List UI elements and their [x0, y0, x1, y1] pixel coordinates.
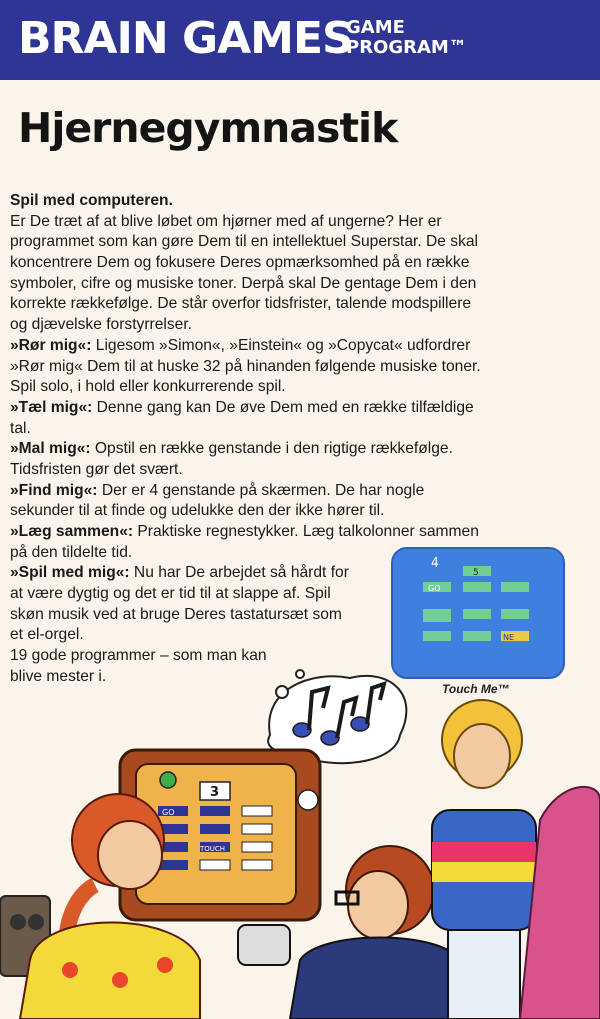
body-line-text: Er De træt af at blive løbet om hjørner med af ungerne? Her er	[10, 212, 442, 230]
screen-top-label: 5	[473, 568, 479, 578]
body-line-text: programmet som kan gøre Dem til en intellektuel Superstar. De skal	[10, 233, 479, 251]
console-touch-label: TOUCH	[200, 845, 226, 853]
body-line	[10, 315, 538, 336]
body-line-text: Denne gang kan De øve Dem med en række tilfældige	[92, 398, 474, 416]
game-name-label: »Mal mig«:	[10, 440, 91, 458]
console-number: 3	[210, 785, 220, 800]
screen-cell	[423, 617, 451, 622]
console-go-label: GO	[162, 808, 175, 817]
body-line-text: og djævelske forstyrrelser.	[10, 316, 192, 334]
body-line-text: skøn musik ved at bruge Deres tastatursæt som	[10, 605, 342, 623]
body-line-text: korrekte rækkefølge. De står overfor tidsfrister, talende modspillere	[10, 295, 472, 313]
body-line	[10, 419, 538, 440]
page-heading: Hjernegymnastik	[18, 104, 398, 152]
body-line	[10, 357, 538, 378]
body-line	[10, 232, 538, 253]
brand-subtitle-line2: PROGRAM™	[346, 37, 467, 58]
body-line-text: Der er 4 genstande på skærmen. De har nogle	[97, 481, 425, 499]
game-name-label: »Læg sammen«:	[10, 523, 134, 540]
body-line-text: Opstil en række genstande i den rigtige rækkefølge.	[90, 440, 453, 458]
header-bar	[0, 0, 600, 80]
body-line-text: Spil solo, i hold eller konkurrerende spil.	[10, 378, 286, 396]
body-line-text: Nu har De arbejdet så hårdt for	[129, 564, 349, 582]
screen-cell	[423, 631, 451, 641]
body-line-text: symboler, cifre og musiske toner. Derpå skal De gentage Dem i den	[10, 274, 477, 292]
screen-cell	[501, 609, 529, 619]
body-line	[10, 460, 538, 481]
body-line-text: på den tildelte tid.	[10, 543, 133, 561]
body-line-text: tal.	[10, 419, 31, 437]
game-name-label: »Spil med mig«:	[10, 564, 130, 582]
body-line	[10, 439, 538, 460]
screen-number: 4	[431, 556, 439, 571]
body-line	[10, 212, 538, 233]
body-line-text: Ligesom »Simon«, »Einstein« og »Copycat« udfordrer	[91, 336, 471, 354]
touch-me-caption: Touch Me™	[442, 682, 510, 696]
body-line	[10, 336, 538, 357]
brand-subtitle	[346, 18, 467, 58]
body-line-text: »Rør mig« Dem til at huske 32 på hinanden følgende musiske toner.	[10, 357, 481, 375]
body-line	[10, 377, 538, 398]
brand-title: BRAIN GAMES	[18, 13, 353, 64]
screen-cell	[463, 631, 491, 641]
body-line	[10, 481, 538, 502]
body-line	[10, 191, 538, 212]
game-name-label: »Tæl mig«:	[10, 398, 93, 416]
body-line	[10, 522, 538, 543]
screen-go-label: GO	[428, 584, 441, 593]
body-line-text: Tidsfristen gør det svært.	[10, 460, 183, 478]
screen-cell	[463, 582, 491, 592]
screen-cell	[501, 582, 529, 592]
body-line	[10, 501, 538, 522]
screen-cell	[463, 609, 491, 619]
body-line-text: at være dygtig og det er tid til at slappe af. Spil	[10, 585, 331, 603]
standing-boy-figure	[432, 700, 536, 1019]
body-line	[10, 398, 538, 419]
game-name-label: »Rør mig«:	[10, 336, 92, 354]
body-line-text: blive mester i.	[10, 667, 107, 685]
illustration	[0, 660, 600, 1019]
body-line-text: koncentrere Dem og fokusere Deres opmærksomhed på en række	[10, 254, 470, 272]
screen-corner-label: NE	[503, 633, 515, 642]
brand-subtitle-line1: GAME	[346, 17, 405, 38]
body-line-text: sekunder til at finde og udelukke den der ikke hører til.	[10, 502, 385, 520]
body-line	[10, 274, 538, 295]
body-line	[10, 294, 538, 315]
body-line	[10, 253, 538, 274]
game-name-label: »Find mig«:	[10, 481, 98, 499]
body-line-text: Spil med computeren.	[10, 192, 173, 209]
body-line-text: et el-orgel.	[10, 626, 84, 644]
body-line-text: 19 gode programmer – som man kan	[10, 647, 267, 665]
body-line-text: Praktiske regnestykker. Læg talkolonner sammen	[133, 523, 479, 540]
